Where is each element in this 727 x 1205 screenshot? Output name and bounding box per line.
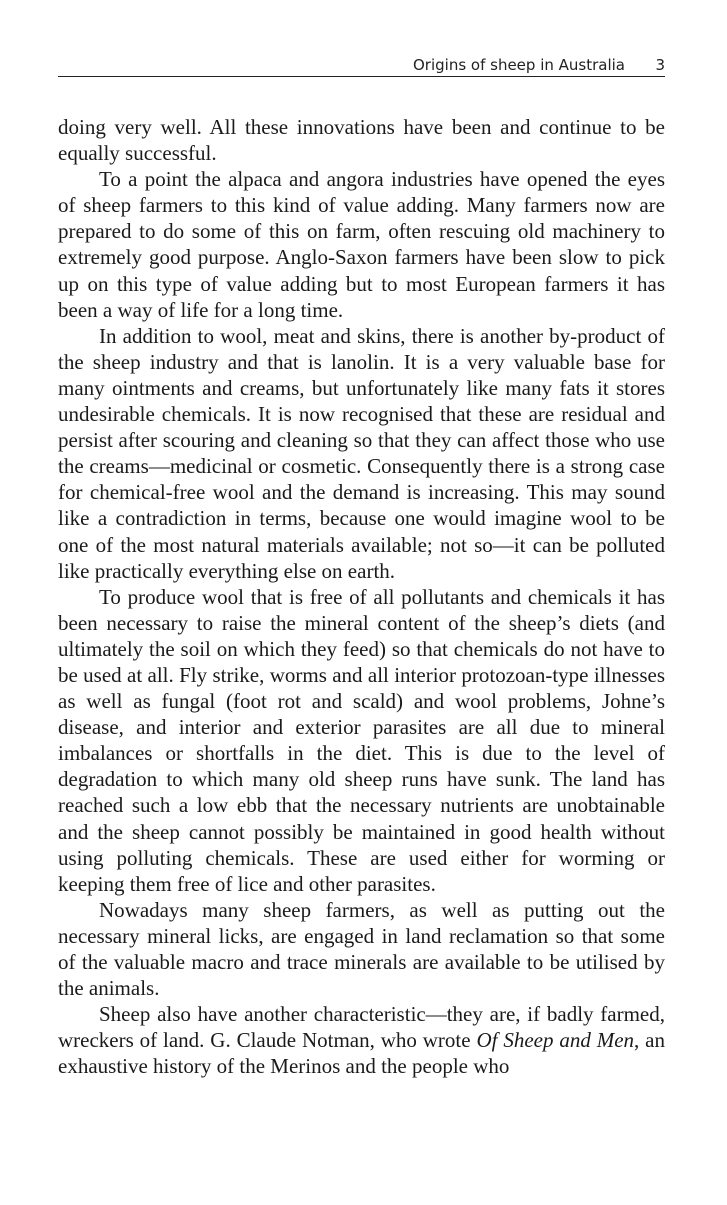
page-number: 3 [655, 56, 665, 74]
body-text [58, 114, 665, 1079]
running-head-title: Origins of sheep in Australia [412, 56, 625, 74]
paragraph-land-reclamation: Nowadays many sheep farmers, as well as putting out the necessary mineral licks, are engaged in land reclamation so that some of the valuable macro and trace minerals are available to be utilised by the animals. [58, 897, 665, 1001]
paragraph-chemical-free-wool: To produce wool that is free of all pollutants and chemicals it has been necessary to raise the mineral content of the sheep’s diets (and ultimately the soil on which they feed) so that chemicals do not have to be used at all. Fly strike, worms and all interior protozoan-type illnesses as well as fungal (foot rot and scald) and wool problems, Johne’s disease, and interior and exterior parasites are all due to mineral imbalances or shortfalls in the diet. This is due to the level of degradation to which many old sheep runs have sunk. The land has reached such a low ebb that the necessary nutrients are unobtainable and the sheep cannot possibly be maintained in good health without using polluting chemicals. These are used either for worming or keeping them free of lice and other parasites. [58, 584, 665, 896]
book-title: Of Sheep and Men [476, 1028, 635, 1053]
paragraph-text-after: , an exhaustive history of the Merinos and the people who [58, 1028, 665, 1079]
paragraph-value-adding: To a point the alpaca and angora industries have opened the eyes of sheep farmers to this kind of value adding. Many farmers now are prepared to do some of this on farm, often rescuing old machinery to extremely good purpose. Anglo-Saxon farmers have been slow to pick up on this type of value adding but to most European farmers it has been a way of life for a long time. [58, 167, 665, 322]
paragraph-wreckers-of-land [58, 1001, 665, 1079]
paragraph-text-before: Sheep also have another characteristic—they are, if badly farmed, wreckers of land. G. Claude Notman, who wrote [58, 1002, 665, 1053]
paragraph-continued: doing very well. All these innovations have been and continue to be equally successful. [58, 115, 665, 166]
book-page [58, 0, 665, 1205]
running-head [58, 54, 665, 77]
paragraph-lanolin: In addition to wool, meat and skins, there is another by-product of the sheep industry and that is lanolin. It is a very valuable base for many ointments and creams, but unfortunately like many fats it stores undesirable chemicals. It is now recognised that these are residual and persist after scouring and cleaning so that they can affect those who use the creams—medicinal or cosmetic. Consequently there is a strong case for chemical-free wool and the demand is increasing. This may sound like a contradiction in terms, because one would imagine wool to be one of the most natural materials available; not so—it can be polluted like practically everything else on earth. [58, 323, 665, 583]
